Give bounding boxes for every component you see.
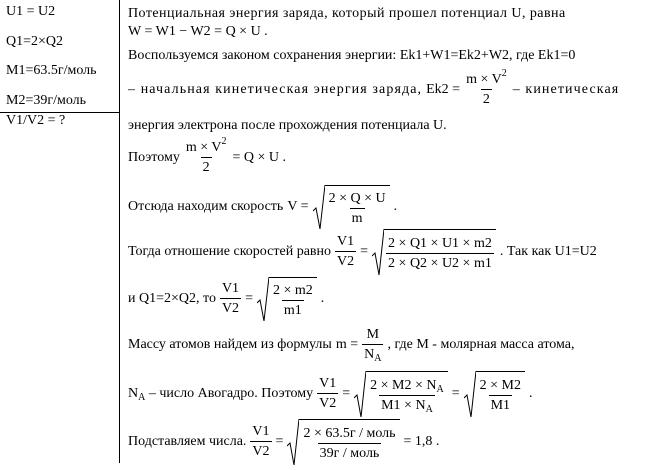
- frac-v1v2-3: [317, 377, 338, 411]
- na-sub: A: [425, 403, 433, 415]
- eq-sign: =: [451, 386, 460, 401]
- frac-mv2-half: [464, 68, 509, 107]
- na-sub: A: [436, 383, 444, 395]
- text-p6: Отсюда находим скорость: [128, 199, 284, 214]
- frac-num: V1: [337, 234, 355, 249]
- frac-num: [368, 379, 446, 395]
- frac-num: V1: [252, 424, 270, 439]
- eq-sign: =: [360, 244, 369, 259]
- na-n: N: [364, 347, 375, 362]
- frac-den: 2: [201, 157, 212, 175]
- text-p2a: Воспользуемся законом сохранения энергии: Ek1+W1=Ek2+W2, где Ek1=0: [128, 48, 576, 63]
- line-p9: [128, 322, 575, 368]
- frac-v: [327, 192, 388, 226]
- sqrt-body: [325, 185, 390, 229]
- na-n: N: [128, 386, 139, 401]
- frac-den: 2: [481, 89, 492, 107]
- square-sup: 2: [221, 136, 227, 147]
- text-p3b: – кинетическая: [512, 82, 620, 97]
- text-p5: Поэтому: [128, 150, 180, 165]
- radical-icon: [464, 371, 476, 417]
- given-u: U1 = U2: [6, 4, 56, 19]
- sqrt-body: [299, 419, 399, 465]
- text-p7tail: . Так как U1=U2: [499, 244, 597, 259]
- result: = 1,8 .: [403, 434, 440, 449]
- den-text: M1 × N: [381, 397, 426, 413]
- dot: .: [320, 291, 325, 306]
- eq-sign: =: [275, 434, 284, 449]
- frac-den: m: [350, 208, 365, 226]
- given-m2: M2=39г/моль: [6, 93, 87, 108]
- frac-molar-simple: [478, 379, 523, 413]
- frac-num: [184, 136, 229, 157]
- radical-icon: [287, 419, 299, 465]
- dot: .: [529, 386, 533, 401]
- sqrt-body: [269, 277, 317, 321]
- text-p9tail: , где М - молярная масса атома,: [387, 337, 575, 352]
- radical-icon: [313, 185, 325, 229]
- frac-den: V2: [335, 251, 356, 269]
- eq-v: V =: [287, 199, 309, 214]
- eq-m: m =: [335, 337, 359, 352]
- frac-mv2-half-2: [184, 136, 229, 175]
- eq-sign: =: [342, 386, 351, 401]
- line-p3: [128, 68, 619, 112]
- frac-num: 2 × M2: [479, 377, 521, 393]
- num-text: m × V: [466, 72, 502, 87]
- line-p8: [128, 276, 324, 322]
- radical-icon: [257, 277, 269, 321]
- frac-num: 2 × Q1 × U1 × m2: [388, 235, 492, 251]
- find-label: V1/V2 = ?: [6, 113, 66, 128]
- eq-ek2: Ek2 =: [426, 82, 461, 97]
- frac-ratio: [386, 237, 494, 271]
- sqrt-final: [287, 419, 399, 465]
- frac-num: M: [366, 327, 380, 342]
- na-sub: A: [138, 392, 146, 403]
- num-text: m × V: [185, 140, 222, 155]
- dot: .: [393, 199, 398, 214]
- frac-den: M1: [489, 395, 512, 413]
- line-p7: [128, 229, 597, 275]
- text-p8: и Q1=2×Q2, то: [128, 291, 216, 306]
- text-p10b: – число Авогадро. Поэтому: [145, 386, 314, 401]
- sqrt-molar: [354, 371, 448, 417]
- frac-den: V2: [220, 298, 241, 316]
- sqrt-v: [313, 185, 390, 229]
- frac-v1v2: [335, 235, 356, 269]
- frac-den: V2: [250, 441, 271, 459]
- text-p10: [128, 386, 313, 402]
- square-sup: 2: [501, 68, 507, 79]
- frac-num: 2 × Q × U: [328, 190, 386, 206]
- frac-num: [464, 68, 509, 89]
- sqrt-body: [366, 371, 448, 417]
- given-m1: M1=63.5г/моль: [6, 63, 97, 78]
- text-p4: энергия электрона после прохождения потенциала U.: [128, 118, 447, 133]
- radical-icon: [354, 371, 366, 417]
- frac-molar: [368, 379, 446, 413]
- frac-den: m1: [282, 300, 304, 318]
- radical-icon: [372, 229, 384, 275]
- frac-m-na: [362, 328, 383, 362]
- text-p1a: Потенциальная энергия заряда, который прошел потенциал U, равна: [128, 6, 566, 21]
- frac-den: V2: [317, 393, 338, 411]
- frac-v1v2-4: [250, 425, 271, 459]
- sqrt-m: [257, 277, 317, 321]
- line-p6: [128, 185, 397, 229]
- frac-num: V1: [319, 376, 337, 391]
- num-text: 2 × M2 × N: [370, 377, 437, 393]
- sqrt-molar-simple: [464, 371, 525, 417]
- line-p11: [128, 418, 439, 466]
- frac-v1v2-2: [220, 282, 241, 316]
- line-p5: [128, 136, 286, 180]
- frac-den: [379, 395, 435, 413]
- sqrt-body: [384, 229, 496, 275]
- sqrt-body: [476, 371, 525, 417]
- sqrt-ratio: [372, 229, 496, 275]
- text-p3a: – начальная кинетическая энергия заряда,: [128, 82, 423, 97]
- text-p11: Подставляем числа.: [128, 434, 247, 449]
- line-p10: [128, 370, 533, 418]
- frac-num: V1: [221, 281, 240, 296]
- na-sub: A: [374, 353, 382, 364]
- eq-sign: =: [245, 291, 253, 306]
- eq-qu: = Q × U .: [232, 150, 286, 165]
- frac-num: 2 × 63.5г / моль: [303, 425, 396, 441]
- frac-den: [362, 344, 383, 362]
- frac-m: [271, 284, 315, 318]
- text-p9: Массу атомов найдем из формулы: [128, 337, 332, 352]
- given-q: Q1=2×Q2: [6, 34, 64, 49]
- frac-den: 2 × Q2 × U2 × m1: [386, 253, 494, 271]
- frac-num: 2 × m2: [272, 282, 313, 298]
- frac-den: 39г / моль: [318, 443, 382, 461]
- column-divider: [119, 0, 120, 463]
- text-p7: Тогда отношение скоростей равно: [128, 244, 332, 259]
- text-p1b: W = W1 − W2 = Q × U .: [128, 24, 268, 39]
- frac-final: [301, 427, 397, 461]
